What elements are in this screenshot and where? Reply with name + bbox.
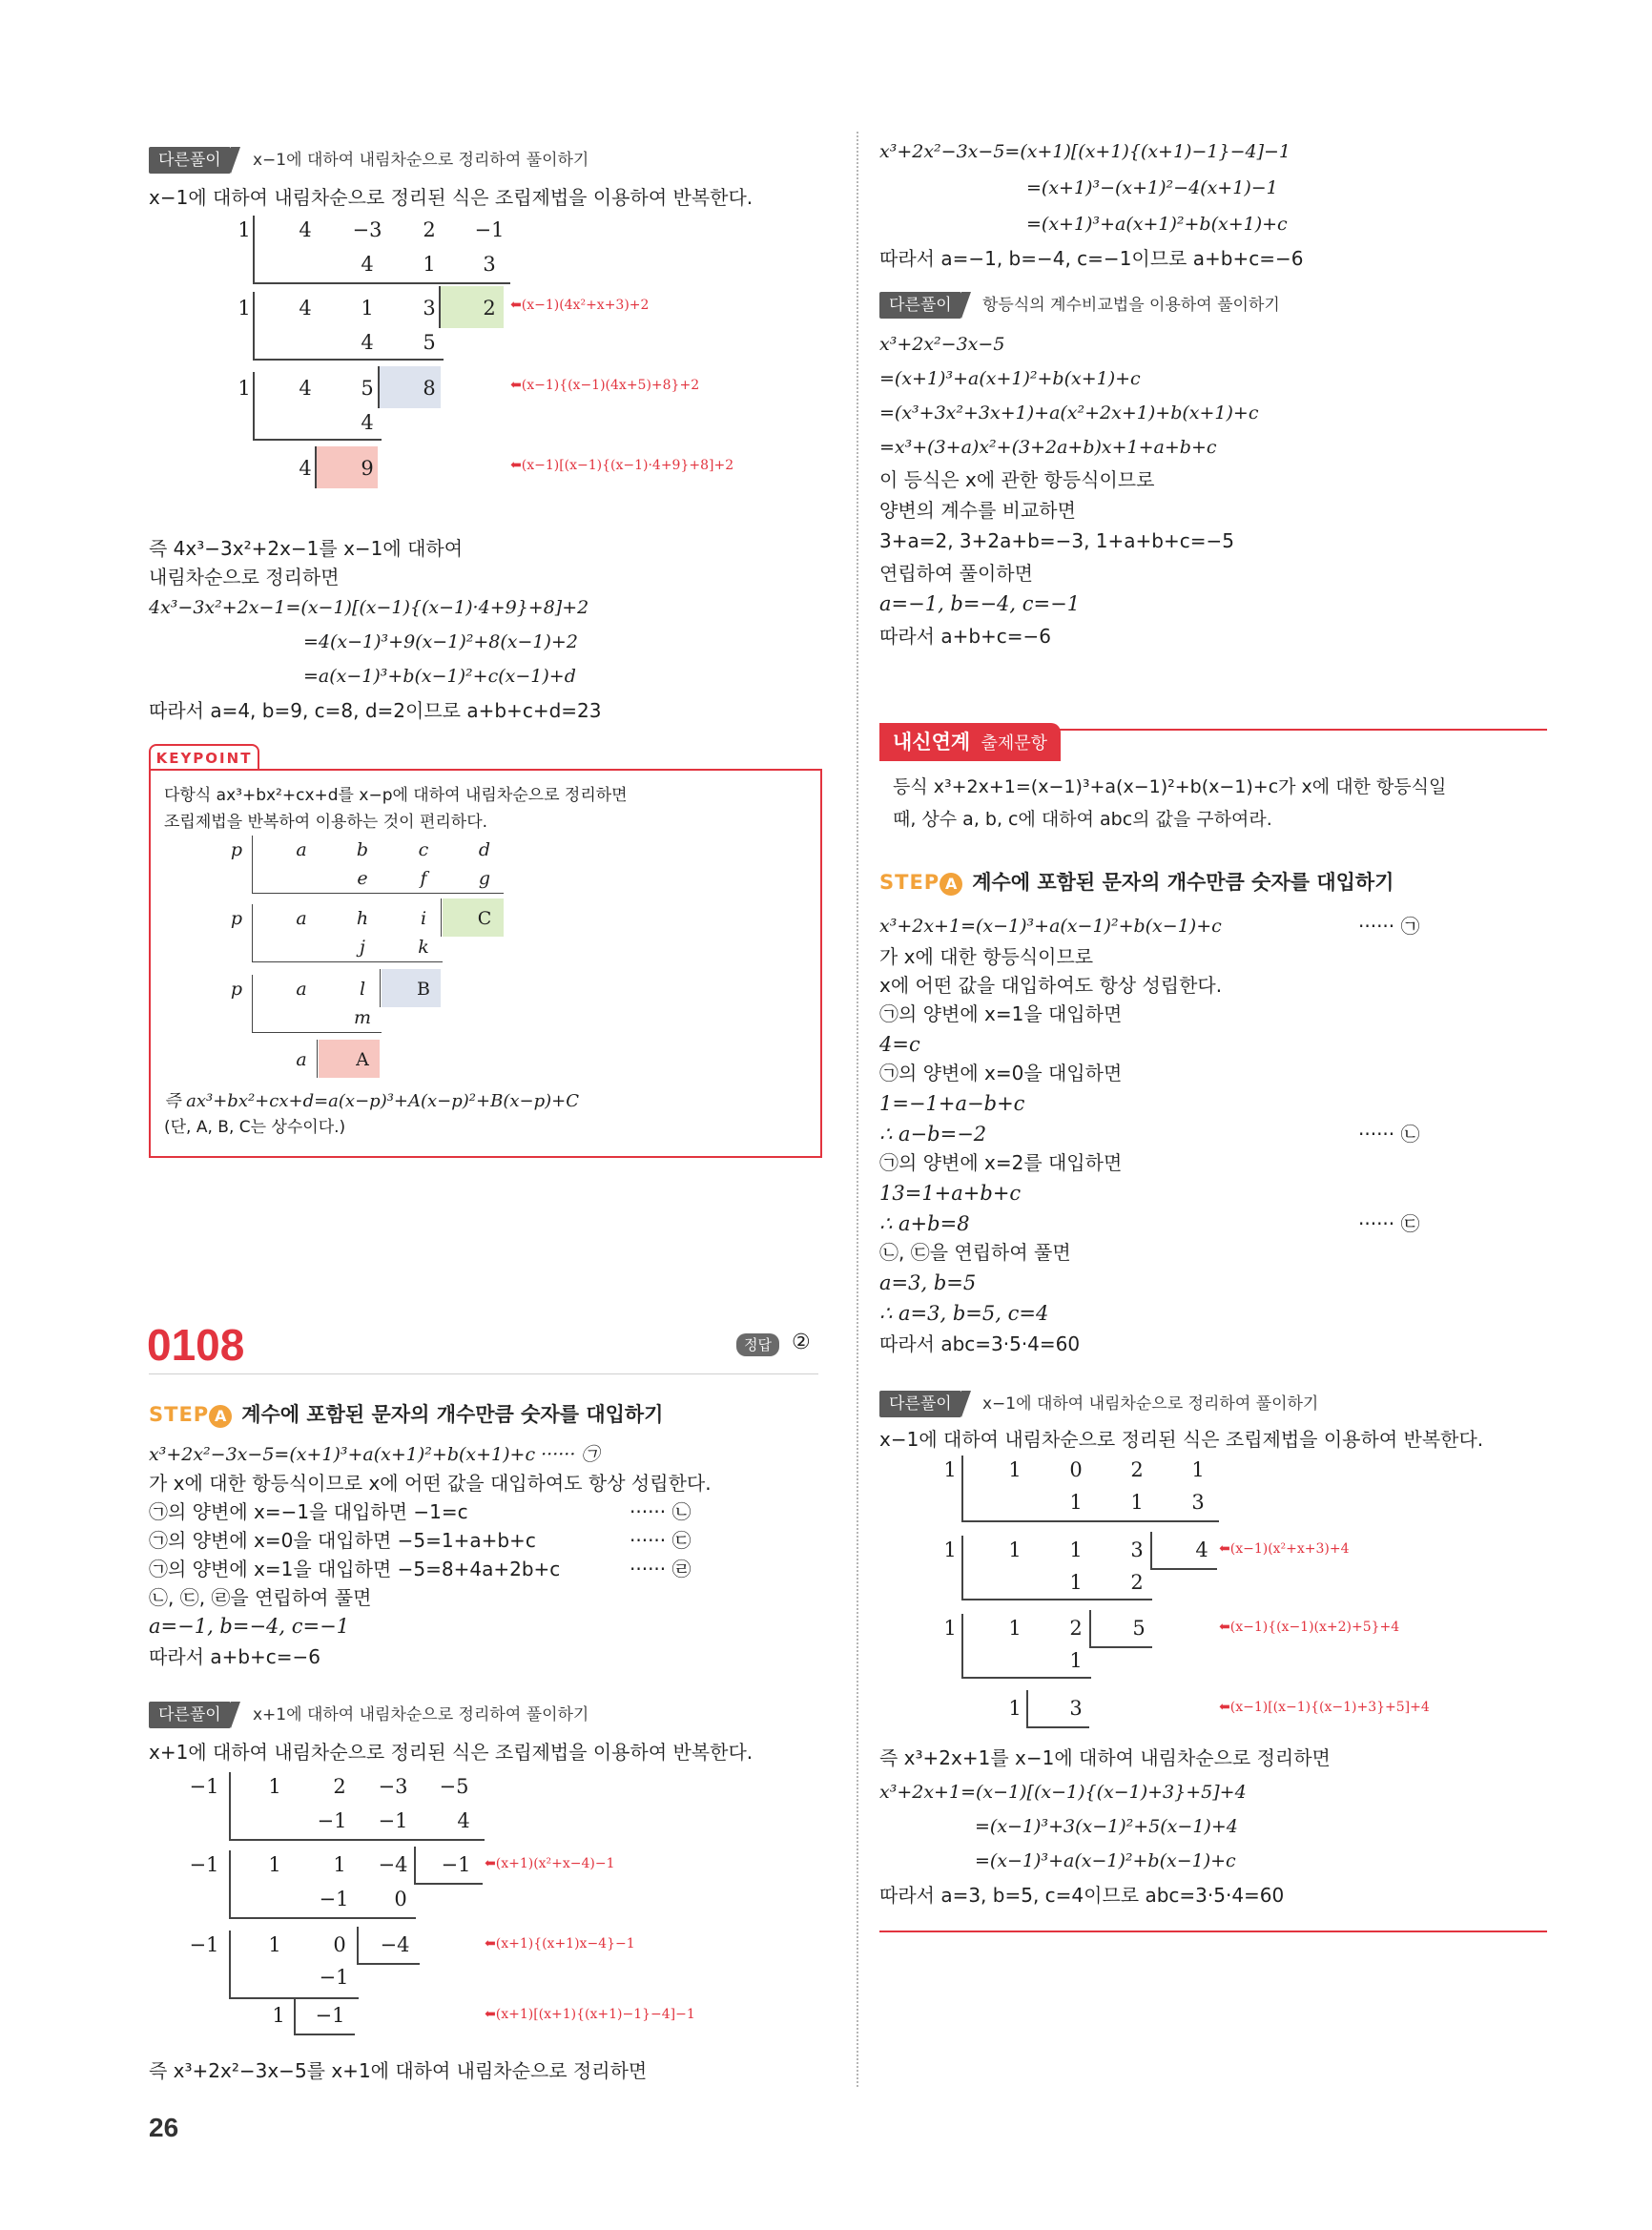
coef: 0 (333, 1933, 346, 1956)
coef: 1 (1069, 1538, 1083, 1561)
solution-line: ∴ a+b=8 (879, 1212, 970, 1235)
solution-line: ㉠의 양변에 x=1을 대입하면 (879, 1002, 1123, 1025)
remainder: 5 (1132, 1617, 1146, 1640)
annotation-note: ⬅(x−1){(x−1)(x+2)+5}+4 (1219, 1620, 1400, 1635)
division-bar (317, 1040, 318, 1078)
coef: −1 (319, 1888, 349, 1910)
solution-line: 3+a=2, 3+2a+b=−3, 1+a+b+c=−5 (879, 529, 1234, 552)
solution-line: =(x+1)³+a(x+1)²+b(x+1)+c (1026, 214, 1288, 235)
solution-line: =x³+(3+a)x²+(3+2a+b)x+1+a+b+c (879, 437, 1217, 458)
division-bar (315, 446, 317, 488)
solution-line: ㉡, ㉢을 연립하여 풀면 (879, 1241, 1071, 1264)
division-bar (357, 1927, 359, 1963)
coef: −3 (352, 218, 382, 241)
solution-line: a=−1, b=−4, c=−1 (879, 592, 1081, 615)
coef: 2 (1130, 1458, 1144, 1481)
coef: 4 (361, 253, 374, 276)
annotation-note: ⬅(x+1){(x+1)x−4}−1 (485, 1936, 635, 1951)
solution-line: =a(x−1)³+b(x−1)²+c(x−1)+d (303, 666, 576, 687)
keypoint-text: 조립제법을 반복하여 이용하는 것이 편리하다. (164, 813, 488, 832)
kp-coef: c (418, 839, 429, 860)
kp-coef: i (420, 908, 427, 929)
coef: −1 (319, 1966, 349, 1989)
division-line (1026, 1726, 1089, 1728)
solution-line: ㉠의 양변에 x=0을 대입하면 (879, 1062, 1123, 1084)
division-bar (252, 975, 253, 1032)
solution-line: 가 x에 대한 항등식이므로 x에 어떤 값을 대입하여도 항상 성립한다. (149, 1472, 712, 1495)
annotation-note: ⬅(x+1)[(x+1){(x+1)−1}−4]−1 (485, 2007, 695, 2022)
solution-line: x에 어떤 값을 대입하여도 항상 성립한다. (879, 974, 1223, 997)
annotation-note: ⬅(x+1)(x²+x−4)−1 (485, 1856, 615, 1871)
annotation-note: ⬅(x−1)(x²+x+3)+4 (1219, 1541, 1350, 1557)
step-heading (149, 1400, 663, 1429)
alt-solution-title: x−1에 대하여 내림차순으로 정리하여 풀이하기 (253, 151, 589, 170)
solution-line: 내림차순으로 정리하면 (149, 566, 340, 588)
coef: 4 (299, 218, 312, 241)
division-line (357, 1963, 420, 1965)
step-title: 계수에 포함된 문자의 개수만큼 숫자를 대입하기 (972, 871, 1394, 894)
solution-line: 1=−1+a−b+c (879, 1092, 1025, 1115)
alt-intro: x−1에 대하여 내림차순으로 정리된 식은 조립제법을 이용하여 반복한다. (879, 1428, 1484, 1451)
solution-line: 이 등식은 x에 관한 항등식이므로 (879, 468, 1155, 491)
division-bar (961, 1614, 963, 1677)
conclusion-line: 따라서 abc=3·5·4=60 (879, 1332, 1081, 1355)
coef: 3 (483, 253, 496, 276)
coef: 3 (423, 297, 436, 320)
remainder: −4 (380, 1933, 410, 1956)
division-line (253, 282, 510, 284)
step-heading (879, 868, 1394, 897)
division-bar (253, 372, 255, 439)
kp-coef: h (356, 908, 369, 929)
answer-value: ② (792, 1331, 811, 1354)
coef: 1 (272, 2004, 285, 2027)
solution-line: a=−1, b=−4, c=−1 (149, 1615, 350, 1638)
kp-coef: d (478, 839, 491, 860)
solution-line: ㉠의 양변에 x=1을 대입하면 −5=8+4a+2b+c (149, 1558, 561, 1580)
solution-line: 양변의 계수를 비교하면 (879, 499, 1076, 522)
coef: −4 (378, 1853, 408, 1876)
solution-line: =(x−1)³+3(x−1)²+5(x−1)+4 (975, 1816, 1238, 1837)
coef: 5 (423, 331, 436, 354)
remainder: 3 (1069, 1697, 1083, 1720)
coef: 1 (1069, 1649, 1083, 1672)
equation-mark: ······ ㉢ (630, 1529, 692, 1552)
kp-coef: k (418, 937, 429, 958)
linked-question: 때, 상수 a, b, c에 대하여 abc의 값을 구하여라. (893, 809, 1272, 830)
division-bar (229, 1850, 231, 1917)
equation-mark: ······ ㉣ (630, 1558, 692, 1580)
coef: 3 (1191, 1491, 1205, 1514)
coef: 1 (423, 253, 436, 276)
linked-header-sub: 출제문항 (981, 733, 1048, 754)
solution-line: ∴ a−b=−2 (879, 1123, 987, 1146)
solution-line: 즉 x³+2x+1를 x−1에 대하여 내림차순으로 정리하면 (879, 1746, 1331, 1769)
division-line (294, 2034, 355, 2035)
remainder: 8 (423, 377, 436, 400)
coef: 1 (268, 1933, 281, 1956)
conclusion-line: 따라서 a=3, b=5, c=4이므로 abc=3·5·4=60 (879, 1884, 1285, 1907)
conclusion-line: 따라서 a=4, b=9, c=8, d=2이므로 a+b+c+d=23 (149, 699, 602, 722)
solution-line: ㉡, ㉢, ㉣을 연립하여 풀면 (149, 1586, 372, 1609)
kp-coef: a (296, 839, 307, 860)
annotation-note: ⬅(x−1){(x−1)(4x+5)+8}+2 (510, 378, 700, 393)
solution-line: =4(x−1)³+9(x−1)²+8(x−1)+2 (303, 631, 578, 652)
coef: 4 (299, 297, 312, 320)
division-line (961, 1520, 1219, 1522)
alt-solution-badge: 다른풀이 (149, 1702, 231, 1728)
coef: 1 (1130, 1491, 1144, 1514)
keypoint-result: 즉 ax³+bx²+cx+d=a(x−p)³+A(x−p)²+B(x−p)+C (164, 1091, 579, 1111)
division-line (252, 1032, 382, 1033)
coef: 1 (361, 297, 374, 320)
coef: 5 (361, 377, 374, 400)
division-line (252, 893, 504, 894)
solution-line: 4x³−3x²+2x−1=(x−1)[(x−1){(x−1)·4+9}+8]+2 (149, 597, 589, 618)
annotation-note: ⬅(x−1)[(x−1){(x−1)+3}+5]+4 (1219, 1700, 1430, 1715)
alt-solution-title: x−1에 대하여 내림차순으로 정리하여 풀이하기 (982, 1394, 1319, 1414)
division-bar (1026, 1690, 1028, 1726)
solution-line: ㉠의 양변에 x=0을 대입하면 −5=1+a+b+c (149, 1529, 536, 1552)
solution-line: x³+2x²−3x−5 (879, 334, 1005, 355)
remainder: −1 (315, 2004, 345, 2027)
division-bar (1089, 1610, 1091, 1646)
alt-solution-badge: 다른풀이 (879, 292, 961, 319)
kp-divisor: p (230, 979, 243, 1000)
coef: 2 (333, 1775, 346, 1798)
annotation-note: ⬅(x−1)(4x²+x+3)+2 (510, 298, 650, 313)
alt-solution-badge: 다른풀이 (879, 1391, 961, 1417)
solution-line: ∴ a=3, b=5, c=4 (879, 1302, 1049, 1325)
division-bar (252, 904, 253, 961)
section-end-line (879, 1931, 1547, 1932)
divisor: 1 (237, 297, 251, 320)
division-bar (229, 1931, 231, 1997)
solution-line: ㉠의 양변에 x=2를 대입하면 (879, 1151, 1123, 1174)
coef: 0 (394, 1888, 407, 1910)
linked-header-main: 내신연계 (893, 731, 971, 754)
step-label: STEP (879, 871, 940, 894)
equation-mark: ······ ㉡ (1358, 1123, 1420, 1146)
coef: 4 (299, 457, 312, 480)
alt-solution-title: x+1에 대하여 내림차순으로 정리하여 풀이하기 (253, 1705, 589, 1724)
keypoint-label: KEYPOINT (149, 744, 259, 771)
coef: 0 (1069, 1458, 1083, 1481)
kp-coef: l (359, 979, 366, 1000)
step-letter: A (209, 1405, 232, 1428)
solution-line: x³+2x²−3x−5=(x+1)[(x+1){(x+1)−1}−4]−1 (879, 141, 1291, 162)
division-bar (252, 836, 253, 893)
alt-intro: x−1에 대하여 내림차순으로 정리된 식은 조립제법을 이용하여 반복한다. (149, 186, 754, 209)
keypoint-note: (단, A, B, C는 상수이다.) (164, 1118, 346, 1137)
solution-line: 연립하여 풀이하면 (879, 562, 1033, 585)
division-line (961, 1599, 1152, 1600)
coef: 2 (1069, 1617, 1083, 1640)
coef: 4 (361, 331, 374, 354)
division-bar (441, 898, 442, 937)
kp-coef: b (356, 839, 369, 860)
coef: 3 (1130, 1538, 1144, 1561)
coef: 2 (1130, 1571, 1144, 1594)
step-label: STEP (149, 1403, 210, 1426)
division-line (1150, 1568, 1217, 1570)
keypoint-text: 다항식 ax³+bx²+cx+d를 x−p에 대하여 내림차순으로 정리하면 (164, 786, 628, 805)
alt-solution-title: 항등식의 계수비교법을 이용하여 풀이하기 (982, 296, 1280, 315)
division-line (229, 1839, 485, 1841)
annotation-note: ⬅(x−1)[(x−1){(x−1)·4+9}+8]+2 (510, 458, 734, 473)
problem-number: 0108 (147, 1320, 245, 1370)
coef: 1 (1008, 1617, 1022, 1640)
equation-mark: ······ ㉠ (1358, 915, 1420, 938)
divisor: 1 (943, 1458, 957, 1481)
division-bar (253, 216, 255, 282)
division-line (961, 1677, 1091, 1679)
solution-line: x³+2x²−3x−5=(x+1)³+a(x+1)²+b(x+1)+c ······ ㉠ (149, 1444, 600, 1465)
divisor: 1 (237, 377, 251, 400)
kp-coef: f (420, 868, 427, 889)
solution-line: ㉠의 양변에 x=−1을 대입하면 −1=c (149, 1500, 468, 1523)
solution-line: =(x+1)³+a(x+1)²+b(x+1)+c (879, 368, 1141, 389)
kp-remainder: B (417, 979, 430, 1000)
solution-line: =(x³+3x²+3x+1)+a(x²+2x+1)+b(x+1)+c (879, 403, 1259, 423)
kp-divisor: p (230, 839, 243, 860)
linked-header-line (879, 729, 1547, 731)
solution-line: 즉 4x³−3x²+2x−1를 x−1에 대하여 (149, 537, 464, 560)
coef: −1 (317, 1809, 347, 1832)
division-bar (439, 286, 441, 328)
remainder: 2 (483, 297, 496, 320)
division-line (253, 359, 444, 361)
step-letter: A (940, 873, 962, 896)
divisor: −1 (189, 1933, 219, 1956)
conclusion-line: 따라서 a=−1, b=−4, c=−1이므로 a+b+c=−6 (879, 247, 1304, 270)
coef: 4 (457, 1809, 470, 1832)
divisor: −1 (189, 1775, 219, 1798)
kp-coef: a (296, 979, 307, 1000)
kp-coef: m (353, 1007, 372, 1028)
kp-remainder: A (356, 1049, 369, 1070)
division-line (414, 1883, 483, 1885)
kp-coef: a (296, 908, 307, 929)
coef: −1 (378, 1809, 408, 1832)
division-bar (229, 1772, 231, 1839)
solution-line: =(x+1)³−(x+1)²−4(x+1)−1 (1026, 177, 1278, 198)
step-title: 계수에 포함된 문자의 개수만큼 숫자를 대입하기 (241, 1403, 664, 1426)
coef: 1 (268, 1775, 281, 1798)
coef: 1 (1008, 1458, 1022, 1481)
solution-line: x³+2x+1=(x−1)³+a(x−1)²+b(x−1)+c (879, 916, 1222, 937)
divisor: 1 (943, 1617, 957, 1640)
remainder: 4 (1195, 1538, 1208, 1561)
coef: −3 (378, 1775, 408, 1798)
kp-coef: e (357, 868, 368, 889)
kp-coef: j (360, 937, 365, 958)
alt-solution-badge: 다른풀이 (149, 147, 231, 174)
equation-mark: ······ ㉡ (630, 1500, 692, 1523)
division-line (1089, 1646, 1152, 1648)
remainder: 9 (361, 457, 374, 480)
division-bar (1150, 1532, 1152, 1568)
kp-coef: a (296, 1049, 307, 1070)
solution-line: =(x−1)³+a(x−1)²+b(x−1)+c (975, 1850, 1236, 1871)
division-line (253, 439, 382, 441)
division-bar (253, 292, 255, 359)
division-line (252, 961, 443, 962)
coef: 4 (299, 377, 312, 400)
division-bar (380, 969, 381, 1007)
coef: 1 (1069, 1491, 1083, 1514)
coef: 2 (423, 218, 436, 241)
solution-line: x³+2x+1=(x−1)[(x−1){(x−1)+3}+5]+4 (879, 1782, 1247, 1803)
divisor: −1 (189, 1853, 219, 1876)
remainder: −1 (441, 1853, 471, 1876)
conclusion-line: 따라서 a+b+c=−6 (879, 625, 1052, 648)
division-bar (961, 1536, 963, 1599)
coef: 1 (1008, 1538, 1022, 1561)
alt-intro: x+1에 대하여 내림차순으로 정리된 식은 조립제법을 이용하여 반복한다. (149, 1741, 754, 1764)
division-line (229, 1917, 416, 1919)
kp-coef: g (478, 868, 491, 889)
problem-underline (149, 1373, 818, 1374)
divisor: 1 (237, 218, 251, 241)
divisor: 1 (943, 1538, 957, 1561)
conclusion-line: 따라서 a+b+c=−6 (149, 1645, 321, 1668)
coef: −5 (439, 1775, 469, 1798)
linked-question: 등식 x³+2x+1=(x−1)³+a(x−1)²+b(x−1)+c가 x에 대한 항등식일 (893, 776, 1447, 797)
column-divider (857, 132, 858, 2087)
division-bar (961, 1456, 963, 1520)
division-bar (294, 1997, 296, 2034)
coef: 1 (1008, 1697, 1022, 1720)
equation-mark: ······ ㉢ (1358, 1212, 1420, 1235)
solution-line: a=3, b=5 (879, 1271, 977, 1294)
coef: 1 (1191, 1458, 1205, 1481)
coef: 1 (1069, 1571, 1083, 1594)
kp-remainder: C (477, 908, 492, 929)
solution-line: 4=c (879, 1033, 920, 1056)
division-bar (378, 366, 380, 408)
coef: 4 (361, 411, 374, 434)
answer-label: 정답 (736, 1333, 779, 1356)
coef: 1 (268, 1853, 281, 1876)
solution-line: 13=1+a+b+c (879, 1182, 1022, 1205)
coef: −1 (474, 218, 505, 241)
kp-divisor: p (230, 908, 243, 929)
coef: 1 (333, 1853, 346, 1876)
solution-line: 즉 x³+2x²−3x−5를 x+1에 대하여 내림차순으로 정리하면 (149, 2059, 648, 2082)
division-bar (414, 1847, 416, 1883)
solution-line: 가 x에 대한 항등식이므로 (879, 945, 1094, 968)
page-number: 26 (149, 2113, 179, 2142)
